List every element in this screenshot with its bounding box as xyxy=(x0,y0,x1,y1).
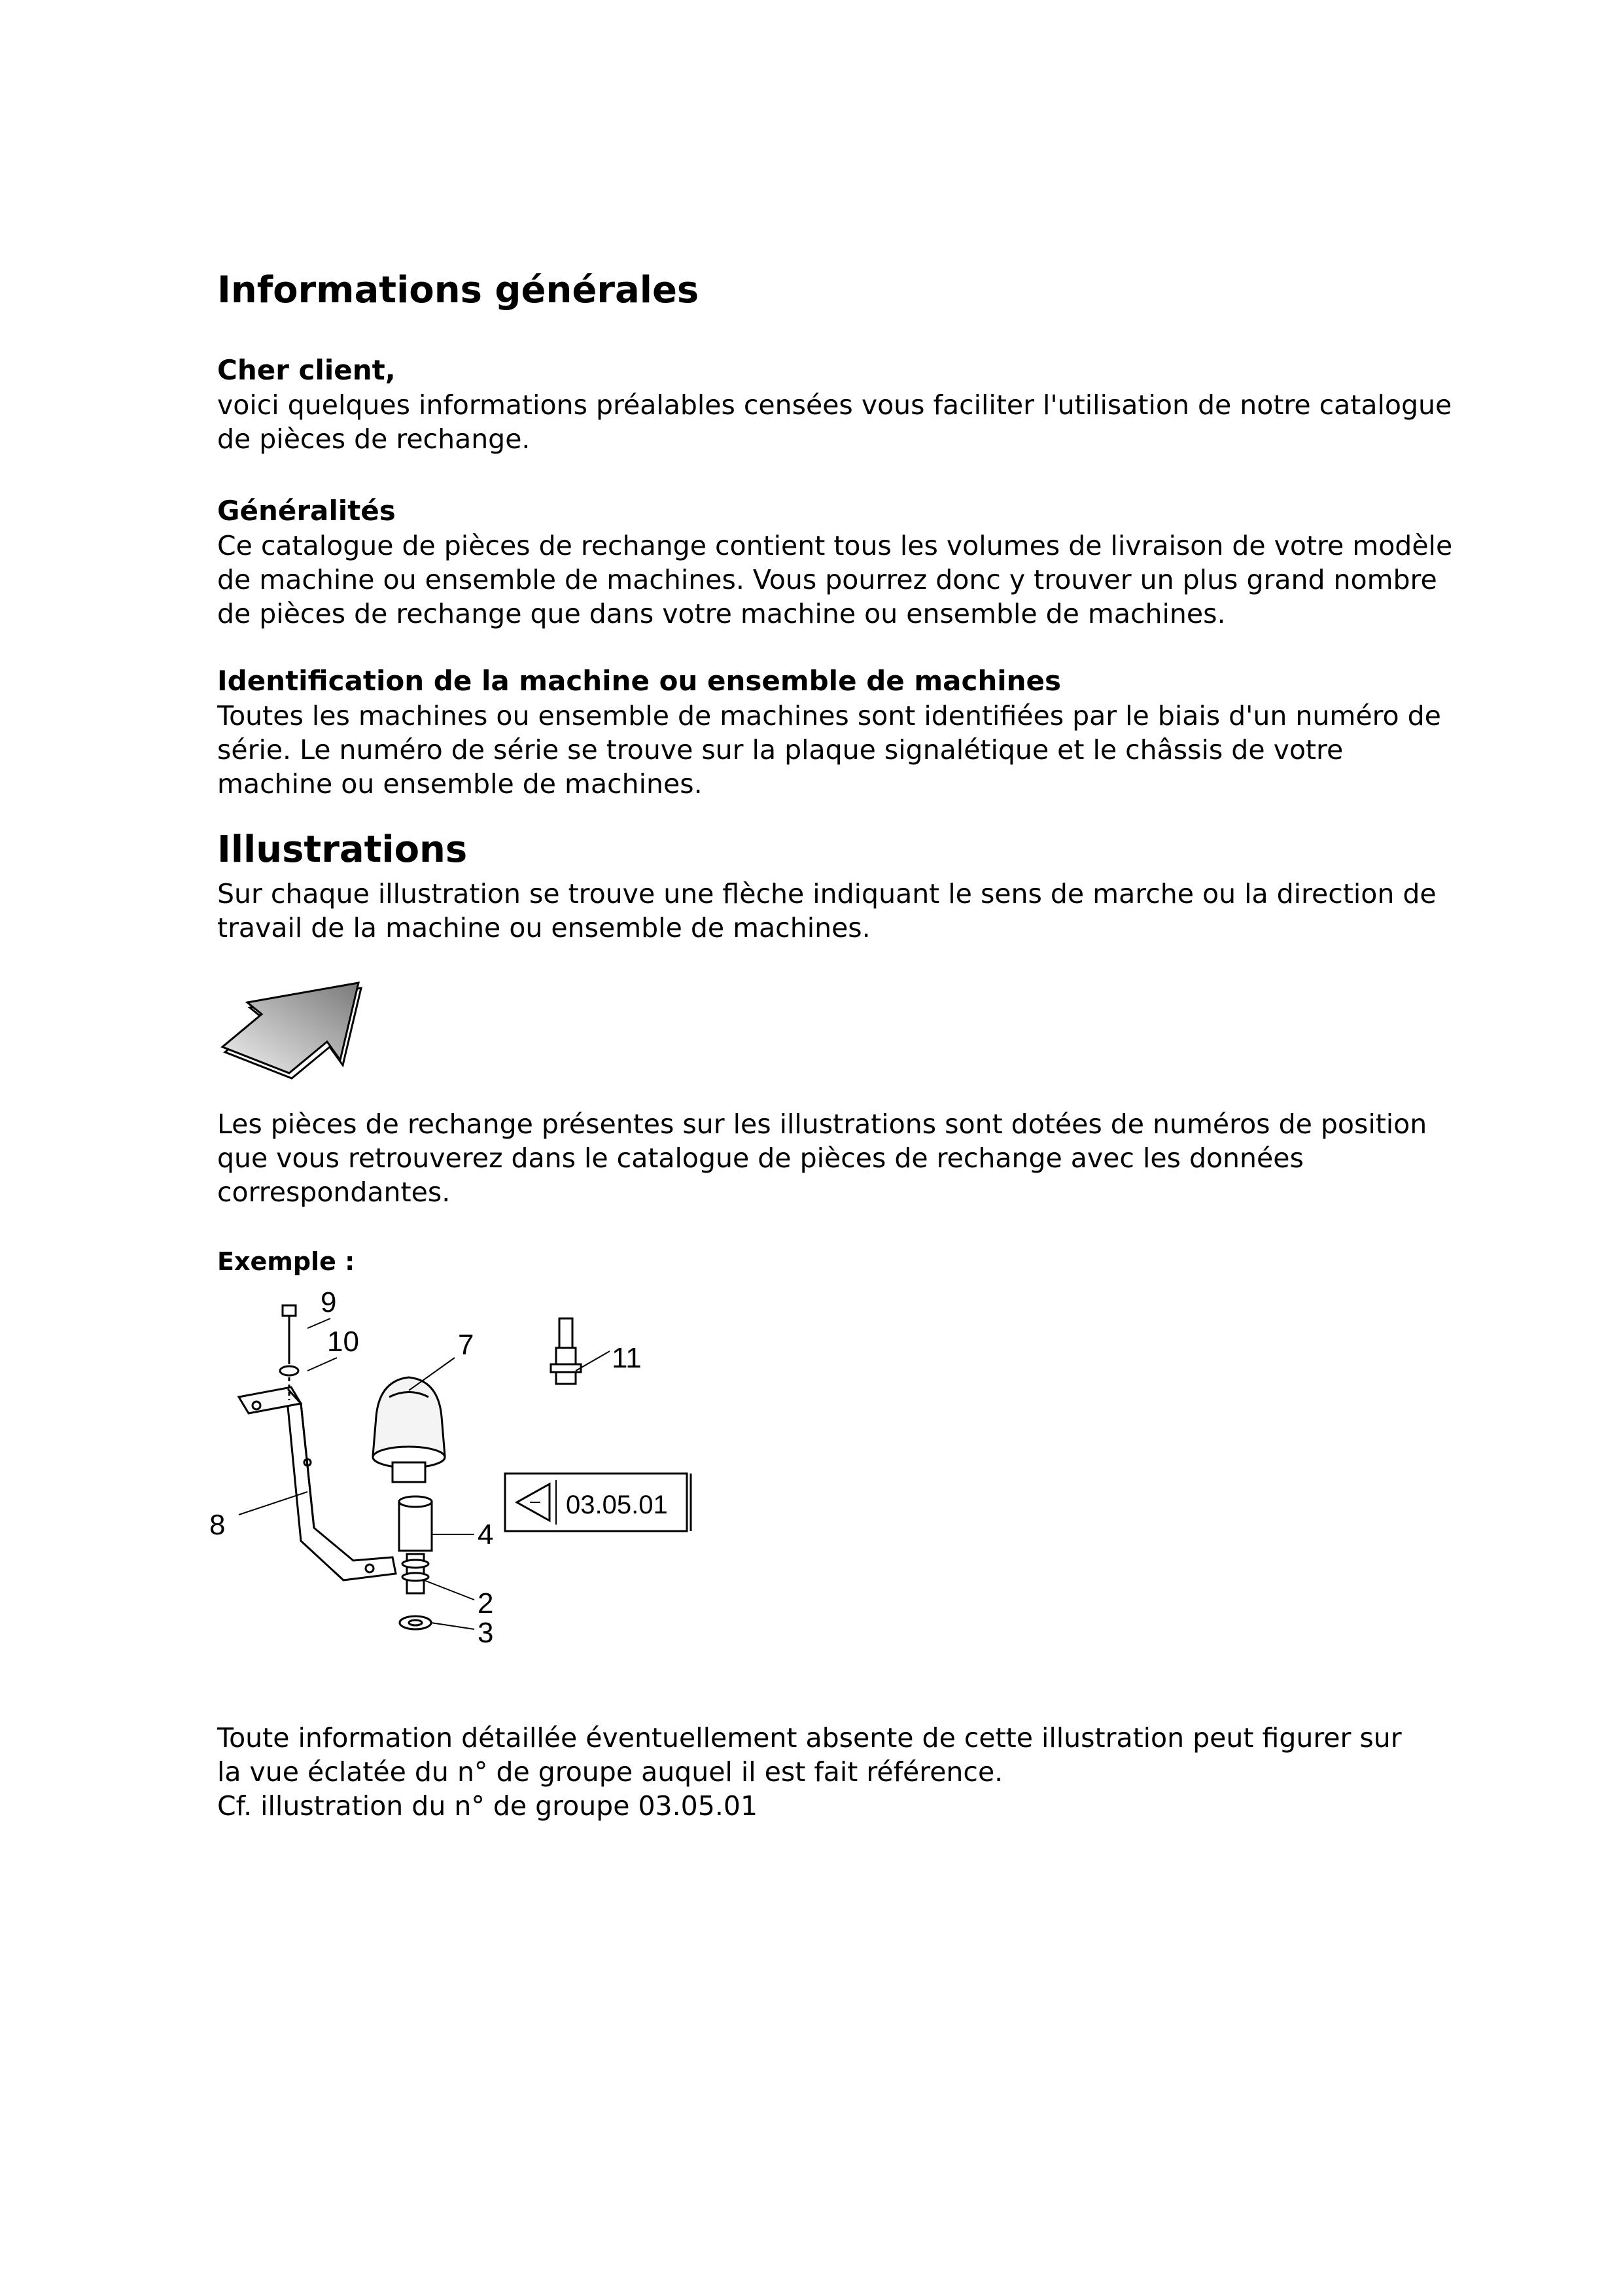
footer-line: Toute information détaillée éventuellement absente de cette illustration peut figurer sur xyxy=(217,1722,1402,1754)
section-body: Ce catalogue de pièces de rechange contient tous les volumes de livraison de votre modèle de machine ou ensemble de machines. Vous pourrez donc y trouver un plus grand nombre de pièces de rechange que dans votre machine ou ensemble de machines. xyxy=(217,529,1453,629)
callout-8: 8 xyxy=(209,1509,226,1541)
section-heading: Identification de la machine ou ensemble de machines xyxy=(217,665,1062,697)
section-heading: Cher client, xyxy=(217,354,396,386)
callout-9: 9 xyxy=(321,1286,337,1318)
bulb-part xyxy=(551,1318,581,1384)
section-general xyxy=(217,494,1460,631)
callout-10: 10 xyxy=(327,1326,359,1358)
group-reference-box xyxy=(505,1474,691,1531)
callout-2: 2 xyxy=(478,1587,494,1619)
callout-3: 3 xyxy=(478,1617,494,1649)
callout-11: 11 xyxy=(612,1342,642,1374)
exploded-view-illustration xyxy=(209,1266,707,1704)
group-ref-number: 03.05.01 xyxy=(566,1491,668,1519)
footer-line: la vue éclatée du n° de groupe auquel il est fait référence. xyxy=(217,1756,1003,1788)
illustrations-intro: Sur chaque illustration se trouve une flèche indiquant le sens de marche ou la direction de travail de la machine ou ensemble de machines. xyxy=(217,878,1437,944)
callout-4: 4 xyxy=(478,1519,494,1551)
bolt-part xyxy=(280,1305,298,1400)
page-title: Informations générales xyxy=(217,269,699,311)
section-greeting xyxy=(217,353,1460,456)
callout-7: 7 xyxy=(458,1329,474,1361)
section-body: Toutes les machines ou ensemble de machines sont identifiées par le biais d'un numéro de série. Le numéro de série se trouve sur la plaque signalétique et le châssis de votre machine ou ensemble de machines. xyxy=(217,699,1441,800)
footer-text xyxy=(217,1721,1460,1823)
section-body: voici quelques informations préalables censées vous faciliter l'utilisation de notre catalogue de pièces de rechange. xyxy=(217,389,1452,455)
footer-line: Cf. illustration du n° de groupe 03.05.01 xyxy=(217,1790,758,1822)
parts-text: Les pièces de rechange présentes sur les illustrations sont dotées de numéros de position que vous retrouverez dans le catalogue de pièces de rechange avec les données correspondantes. xyxy=(217,1108,1427,1208)
beacon-lamp-part xyxy=(373,1377,445,1482)
section-heading: Généralités xyxy=(217,495,396,527)
bracket-part xyxy=(239,1387,396,1580)
socket-parts xyxy=(399,1496,432,1629)
example-label: Exemple : xyxy=(217,1247,355,1276)
section-identification xyxy=(217,664,1460,801)
illustrations-heading: Illustrations xyxy=(217,828,468,871)
direction-arrow-icon xyxy=(216,975,366,1080)
